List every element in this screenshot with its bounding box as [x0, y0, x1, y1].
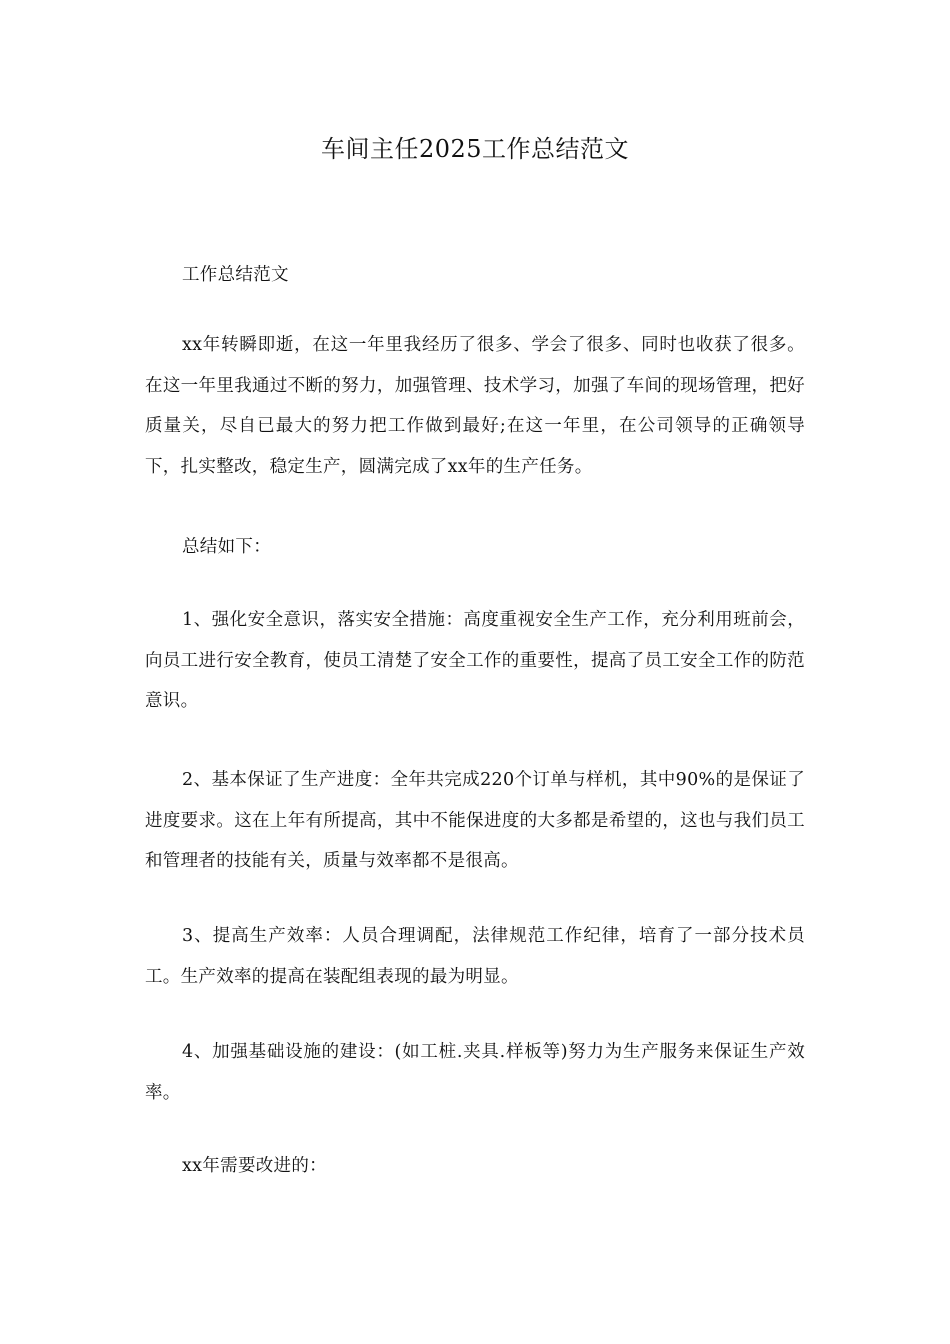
document-title: 车间主任2025工作总结范文 — [320, 135, 630, 163]
paragraph-item-3: 3、提高生产效率：人员合理调配，法律规范工作纪律，培育了一部分技术员工。生产效率的提高在装配组表现的最为明显。 — [145, 926, 805, 987]
paragraph-intro: xx年转瞬即逝，在这一年里我经历了很多、学会了很多、同时也收获了很多。在这一年里我通过不断的努力，加强管理、技术学习，加强了车间的现场管理，把好质量关，尽自已最大的努力把工作做到最好;在这一年里，在公司领导的正确领导下，扎实整改，稳定生产，圆满完成了xx年的生产任务。 — [145, 335, 805, 477]
paragraph-item-1: 1、强化安全意识，落实安全措施：高度重视安全生产工作，充分利用班前会，向员工进行安全教育，使员工清楚了安全工作的重要性，提高了员工安全工作的防范意识。 — [145, 610, 805, 711]
paragraph-item-2: 2、基本保证了生产进度：全年共完成220个订单与样机，其中90%的是保证了进度要求。这在上年有所提高，其中不能保进度的大多都是希望的，这也与我们员工和管理者的技能有关，质量与效率都不是很高。 — [145, 770, 805, 871]
paragraph-improvement-heading: xx年需要改进的： — [182, 1156, 327, 1176]
paragraph-subtitle: 工作总结范文 — [182, 265, 289, 285]
paragraph-item-4: 4、加强基础设施的建设：(如工桩.夹具.样板等)努力为生产服务来保证生产效率。 — [145, 1042, 805, 1103]
paragraph-summary-heading: 总结如下： — [182, 537, 271, 557]
